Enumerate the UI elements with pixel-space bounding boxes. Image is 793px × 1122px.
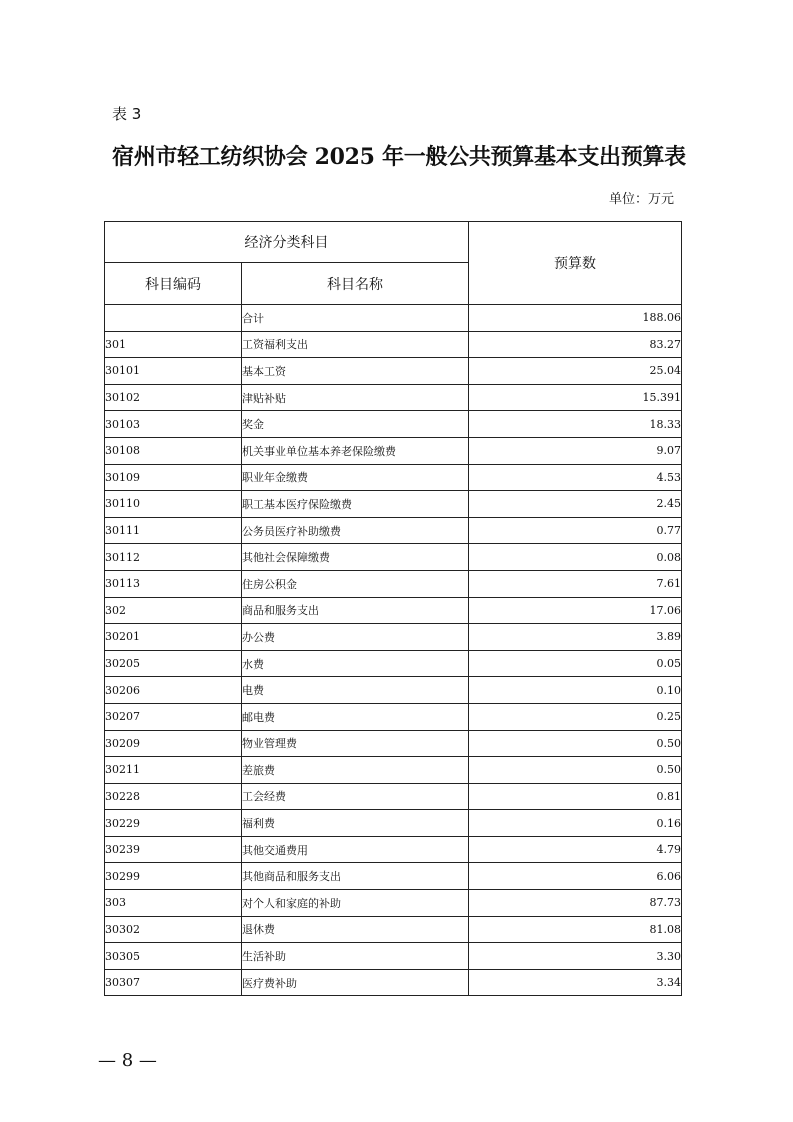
subject-name-cell: 津贴补贴 [242,384,469,411]
table-row [105,411,682,438]
subject-code-cell: 30201 [105,624,242,651]
subject-code-cell: 30305 [105,943,242,970]
budget-amount-cell: 9.07 [469,437,682,464]
budget-amount-cell: 4.53 [469,464,682,491]
subject-name-cell: 办公费 [242,624,469,651]
table-row [105,677,682,704]
subject-name-cell: 电费 [242,677,469,704]
subject-code-cell: 30239 [105,836,242,863]
subject-code-cell: 30299 [105,863,242,890]
subject-code-cell: 30302 [105,916,242,943]
budget-amount-cell: 0.81 [469,783,682,810]
subject-code-cell: 30113 [105,570,242,597]
unit-label: 单位：万元 [608,192,674,207]
subject-code-cell: 30229 [105,810,242,837]
table-row [105,491,682,518]
budget-amount-cell: 4.79 [469,836,682,863]
subject-code-cell: 30109 [105,464,242,491]
budget-amount-cell: 15.391 [469,384,682,411]
subject-name-cell: 合计 [242,305,469,332]
subject-name-cell: 职工基本医疗保险缴费 [242,491,469,518]
subject-code-cell: 30209 [105,730,242,757]
budget-table [104,221,682,996]
budget-amount-cell: 0.08 [469,544,682,571]
subject-name-cell: 差旅费 [242,757,469,784]
budget-amount-cell: 0.25 [469,703,682,730]
subject-code-cell: 30108 [105,437,242,464]
subject-code-cell: 30207 [105,703,242,730]
subject-name-cell: 物业管理费 [242,730,469,757]
subject-name-cell: 公务员医疗补助缴费 [242,517,469,544]
table-row [105,810,682,837]
subject-name-cell: 生活补助 [242,943,469,970]
subject-name-cell: 其他交通费用 [242,836,469,863]
table-row [105,570,682,597]
table-row [105,331,682,358]
subject-name-cell: 退休费 [242,916,469,943]
budget-amount-cell: 2.45 [469,491,682,518]
subject-code-cell: 30102 [105,384,242,411]
document-title: 宿州市轻工纺织协会 2025 年一般公共预算基本支出预算表 [112,144,686,170]
header-budget-amount: 预算数 [469,222,682,305]
table-row [105,437,682,464]
table-row [105,783,682,810]
subject-code-cell: 30205 [105,650,242,677]
subject-code-cell: 30103 [105,411,242,438]
budget-amount-cell: 17.06 [469,597,682,624]
header-subject-code: 科目编码 [105,263,242,305]
table-row [105,836,682,863]
budget-amount-cell: 0.50 [469,730,682,757]
table-row [105,916,682,943]
budget-amount-cell: 25.04 [469,358,682,385]
table-row [105,544,682,571]
table-row [105,969,682,996]
subject-name-cell: 住房公积金 [242,570,469,597]
subject-code-cell [105,305,242,332]
budget-amount-cell: 3.30 [469,943,682,970]
subject-code-cell: 30307 [105,969,242,996]
table-row [105,943,682,970]
table-row [105,703,682,730]
subject-name-cell: 基本工资 [242,358,469,385]
table-row [105,890,682,917]
subject-code-cell: 30228 [105,783,242,810]
table-row [105,384,682,411]
subject-code-cell: 302 [105,597,242,624]
table-row [105,730,682,757]
subject-name-cell: 工资福利支出 [242,331,469,358]
subject-name-cell: 职业年金缴费 [242,464,469,491]
budget-amount-cell: 18.33 [469,411,682,438]
table-body [105,305,682,996]
subject-name-cell: 工会经费 [242,783,469,810]
subject-name-cell: 水费 [242,650,469,677]
budget-amount-cell: 3.34 [469,969,682,996]
budget-amount-cell: 87.73 [469,890,682,917]
table-row [105,464,682,491]
table-row [105,517,682,544]
budget-amount-cell: 0.05 [469,650,682,677]
header-subject-name: 科目名称 [242,263,469,305]
subject-code-cell: 303 [105,890,242,917]
table-row [105,757,682,784]
table-row [105,597,682,624]
budget-amount-cell: 3.89 [469,624,682,651]
subject-name-cell: 其他社会保障缴费 [242,544,469,571]
budget-amount-cell: 7.61 [469,570,682,597]
subject-code-cell: 30111 [105,517,242,544]
table-row [105,863,682,890]
budget-amount-cell: 0.10 [469,677,682,704]
budget-amount-cell: 81.08 [469,916,682,943]
subject-code-cell: 30110 [105,491,242,518]
table-row [105,624,682,651]
subject-code-cell: 30211 [105,757,242,784]
budget-amount-cell: 0.50 [469,757,682,784]
subject-name-cell: 商品和服务支出 [242,597,469,624]
table-row [105,358,682,385]
page-number: — 8 — [98,1050,157,1071]
subject-code-cell: 301 [105,331,242,358]
header-economic-classification: 经济分类科目 [105,222,469,263]
subject-name-cell: 对个人和家庭的补助 [242,890,469,917]
budget-amount-cell: 6.06 [469,863,682,890]
budget-amount-cell: 0.77 [469,517,682,544]
subject-name-cell: 奖金 [242,411,469,438]
table-label: 表 3 [112,105,142,123]
subject-code-cell: 30206 [105,677,242,704]
table-header [105,222,682,305]
subject-name-cell: 福利费 [242,810,469,837]
table-row [105,305,682,332]
budget-amount-cell: 0.16 [469,810,682,837]
subject-name-cell: 邮电费 [242,703,469,730]
subject-code-cell: 30112 [105,544,242,571]
table-row [105,650,682,677]
subject-name-cell: 医疗费补助 [242,969,469,996]
budget-amount-cell: 83.27 [469,331,682,358]
subject-code-cell: 30101 [105,358,242,385]
subject-name-cell: 机关事业单位基本养老保险缴费 [242,437,469,464]
budget-amount-cell: 188.06 [469,305,682,332]
subject-name-cell: 其他商品和服务支出 [242,863,469,890]
